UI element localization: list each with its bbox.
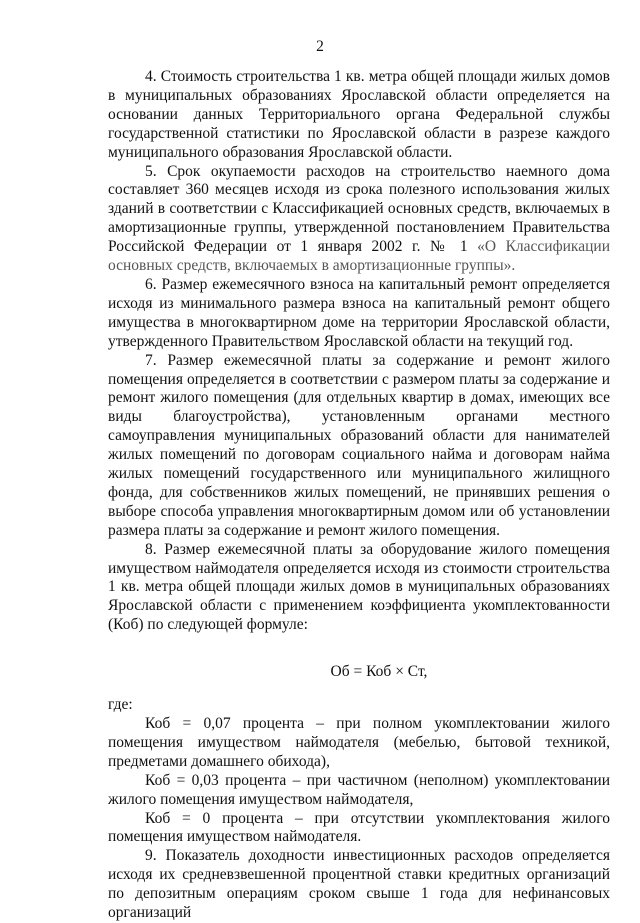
paragraph-4: 4. Стоимость строительства 1 кв. метра общей площади жилых домов в муниципальных образованиях Ярославской области определяется на основании данных Территориального органа Федеральной службы государственной статистики по Ярославской области в разрезе каждого муниципального образования Ярославской области.: [108, 68, 610, 161]
page-number: 2: [316, 38, 324, 55]
definition-full: Коб = 0,07 процента – при полном укомплектовании жилого помещения имуществом наймодателя (мебелью, бытовой техникой, предметами домашнего обихода),: [108, 715, 610, 770]
where-label: где:: [108, 696, 133, 714]
document-body: [108, 68, 610, 923]
paragraph-8: 8. Размер ежемесячной платы за оборудование жилого помещения имуществом наймодателя определяется исходя из стоимости строительства 1 кв. метра общей площади жилых домов в муниципальных образованиях Ярославской области с применением коэффициента укомплектованности (Коб) по следующей формуле:: [108, 540, 610, 634]
definition-none: Коб = 0 процента – при отсутствии укомплектования жилого помещения имуществом наймодателя.: [108, 809, 610, 846]
classification-link[interactable]: «О Классификации основных средств, включаемых в амортизационные группы».: [108, 238, 610, 275]
formula: Об = Коб × Ст,: [330, 663, 428, 681]
definition-partial: Коб = 0,03 процента – при частичном (неполном) укомплектовании жилого помещения имуществом наймодателя,: [108, 771, 610, 808]
paragraph-7: 7. Размер ежемесячной платы за содержание и ремонт жилого помещения определяется в соответствии с размером платы за содержание и ремонт жилого помещения (для отдельных квартир в домах, имеющих все виды благоустройства), установленным органами местного самоуправления муниципальных образований области для нанимателей жилых помещений по договорам социального найма и договорам найма жилых помещений государственного или муниципального жилищного фонда, для собственников жилых помещений, не принявших решения о выборе способа управления многоквартирным домом или об установлении размера платы за содержание и ремонт жилого помещения.: [108, 351, 610, 539]
paragraph-9: 9. Показатель доходности инвестиционных расходов определяется исходя их средневзвешенной процентной ставки кредитных организаций по депозитным операциям сроком свыше 1 года для нефинансовых организаций: [108, 847, 610, 922]
paragraph-5: [108, 163, 610, 276]
paragraph-6: 6. Размер ежемесячного взноса на капитальный ремонт определяется исходя из минимального размера взноса на капитальный ремонт общего имущества в многоквартирном доме на территории Ярославской области, утвержденного Правительством Ярославской области на текущий год.: [108, 275, 610, 350]
paragraph-5-text: 5. Срок окупаемости расходов на строительство наемного дома составляет 360 месяцев исходя из срока полезного использования жилых зданий в соответствии с Классификацией основных средств, включаемых в амортизационные группы, утвержденной постановлением Правительства Российской Федерации от 1 января 2002 г. № 1: [108, 162, 610, 256]
